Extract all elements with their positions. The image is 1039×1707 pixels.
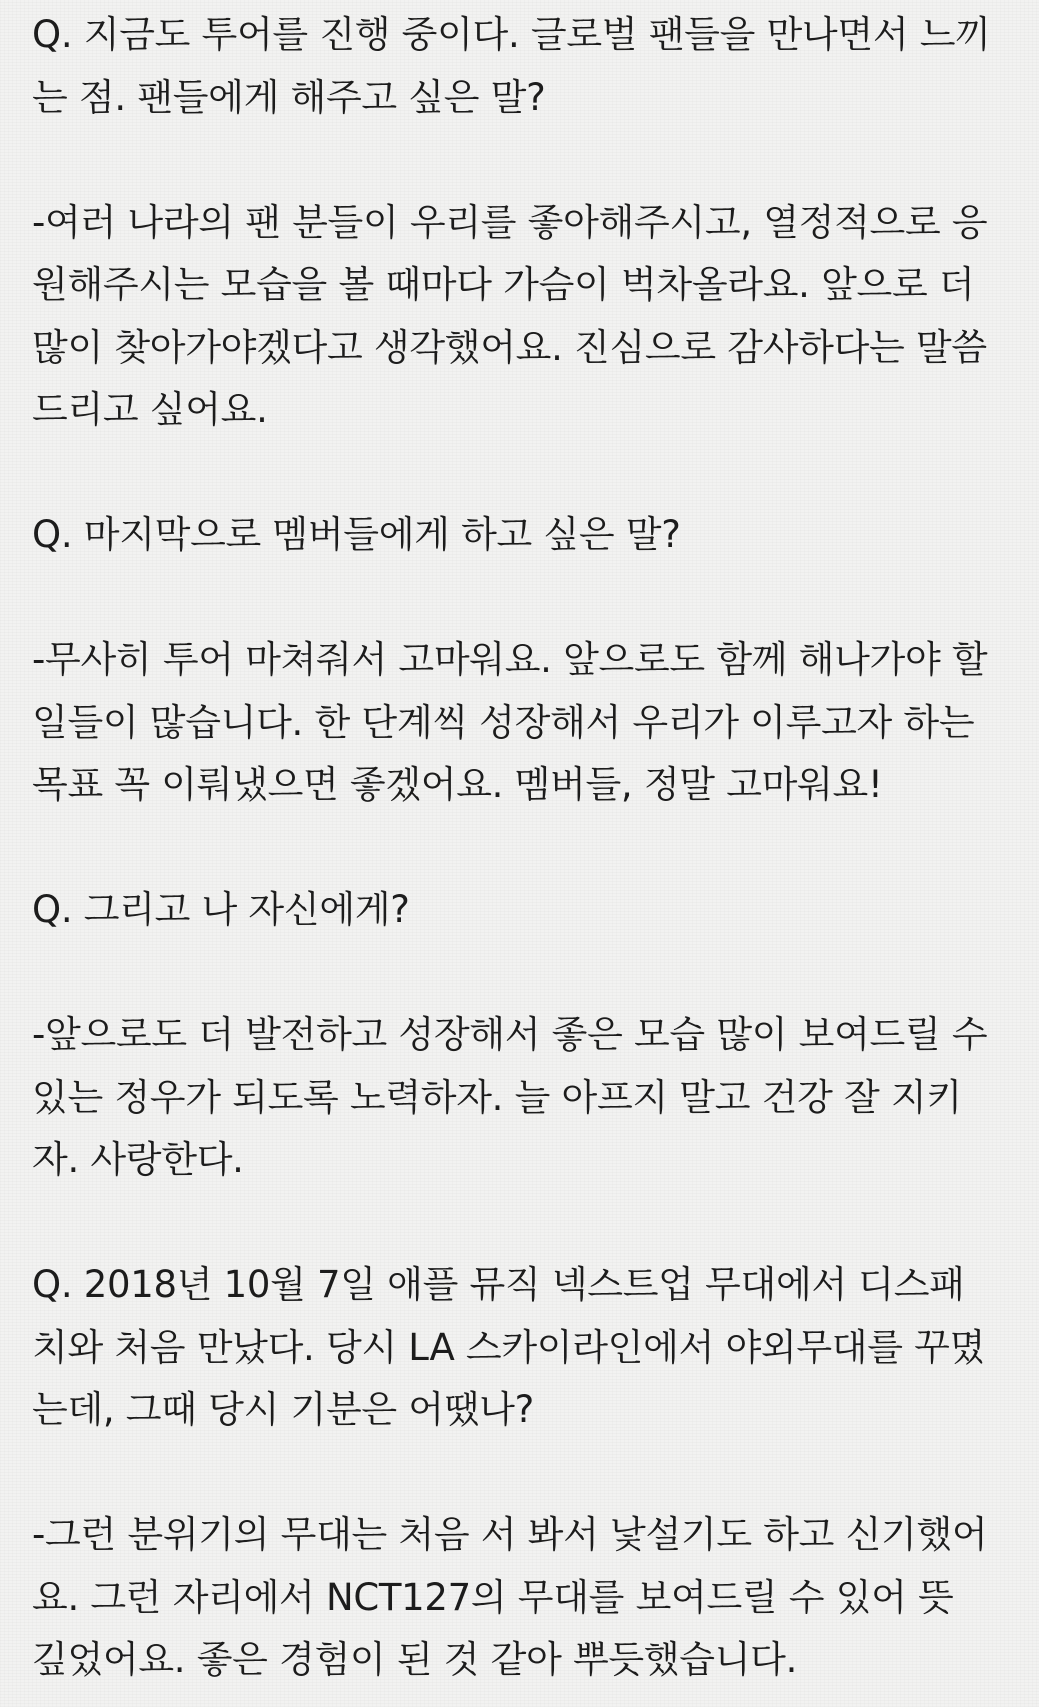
answer-self: -앞으로도 더 발전하고 성장해서 좋은 모습 많이 보여드릴 수 있는 정우가 되도록 노력하자. 늘 아프지 말고 건강 잘 지키 자. 사랑한다. — [32, 1013, 988, 1181]
question-apple-music-stage: Q. 2018년 10월 7일 애플 뮤직 넥스트업 무대에서 디스패 치와 처음 만났다. 당시 LA 스카이라인에서 야외무대를 꾸몄 는데, 그때 당시 기분은 어땠나? — [32, 1263, 986, 1431]
answer-members: -무사히 투어 마쳐줘서 고마워요. 앞으로도 함께 해나가야 할 일들이 많습니다. 한 단계씩 성장해서 우리가 이루고자 하는 목표 꼭 이뤄냈으면 좋겠어요. 멤버들, 정말 고마워요! — [32, 638, 988, 806]
question-self: Q. 그리고 나 자신에게? — [32, 888, 410, 931]
question-fans: Q. 지금도 투어를 진행 중이다. 글로벌 팬들을 만나면서 느끼 는 점. 팬들에게 해주고 싶은 말? — [32, 13, 991, 119]
answer-fans: -여러 나라의 팬 분들이 우리를 좋아해주시고, 열정적으로 응 원해주시는 모습을 볼 때마다 가슴이 벅차올라요. 앞으로 더 많이 찾아가야겠다고 생각했어요. 진심으로 감사하다는 말씀 드리고 싶어요. — [32, 200, 988, 431]
answer-apple-music-stage: -그런 분위기의 무대는 처음 서 봐서 낯설기도 하고 신기했어 요. 그런 자리에서 NCT127의 무대를 보여드릴 수 있어 뜻 깊었어요. 좋은 경험이 된 것 같아 뿌듯했습니다. — [32, 1513, 988, 1681]
question-members: Q. 마지막으로 멤버들에게 하고 싶은 말? — [32, 513, 681, 556]
